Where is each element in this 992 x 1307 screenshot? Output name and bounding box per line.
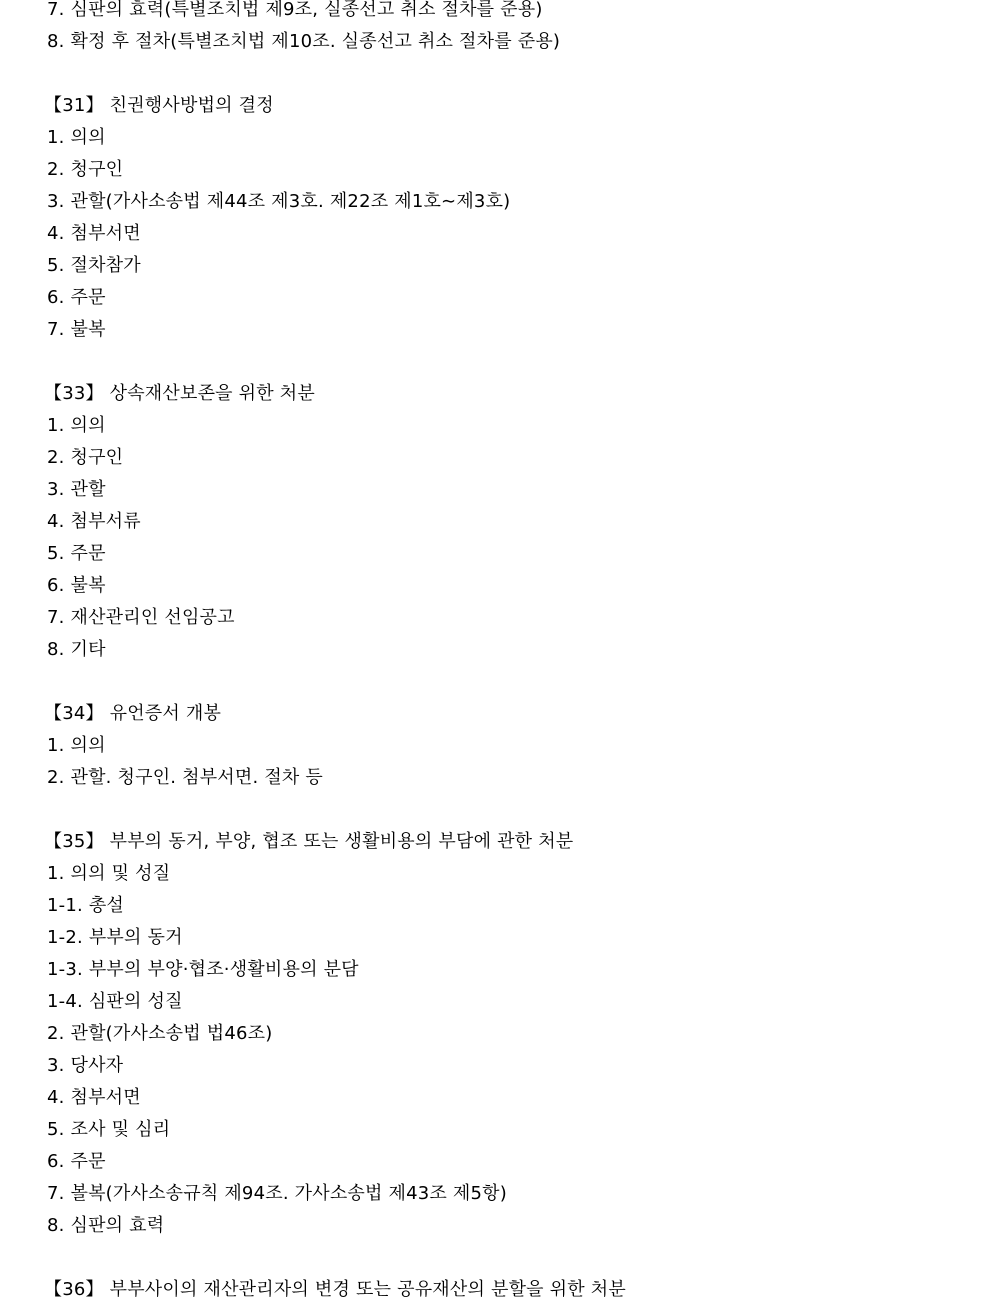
list-item: 4. 첨부서면 bbox=[47, 223, 141, 244]
list-item: 7. 심판의 효력(특별조치법 제9조, 실종선고 취소 절차를 준용) bbox=[47, 0, 543, 20]
list-item: 1. 의의 및 성질 bbox=[47, 863, 171, 884]
list-item: 3. 당사자 bbox=[47, 1055, 124, 1076]
document-body bbox=[44, 0, 992, 1306]
blank-line bbox=[47, 794, 992, 826]
list-item: 6. 주문 bbox=[47, 1151, 106, 1172]
list-item: 3. 관할 bbox=[47, 479, 106, 500]
section-heading: 【35】 부부의 동거, 부양, 협조 또는 생활비용의 부담에 관한 처분 bbox=[44, 831, 574, 852]
list-item: 1. 의의 bbox=[47, 735, 106, 756]
list-item: 1-1. 총설 bbox=[47, 895, 125, 916]
list-item: 1-4. 심판의 성질 bbox=[47, 991, 183, 1012]
list-item: 7. 불복 bbox=[47, 319, 106, 340]
list-item: 6. 주문 bbox=[47, 287, 106, 308]
list-item: 2. 관할(가사소송법 법46조) bbox=[47, 1023, 273, 1044]
list-item: 1-2. 부부의 동거 bbox=[47, 927, 183, 948]
list-item: 2. 청구인 bbox=[47, 447, 124, 468]
list-item: 1. 의의 bbox=[47, 415, 106, 436]
list-item: 4. 첨부서류 bbox=[47, 511, 141, 532]
list-item: 8. 기타 bbox=[47, 639, 106, 660]
list-item: 6. 불복 bbox=[47, 575, 106, 596]
blank-line bbox=[47, 58, 992, 90]
blank-line bbox=[47, 346, 992, 378]
section-heading: 【31】 친권행사방법의 결정 bbox=[44, 95, 274, 116]
list-item: 4. 첨부서면 bbox=[47, 1087, 141, 1108]
list-item: 7. 재산관리인 선임공고 bbox=[47, 607, 235, 628]
list-item: 8. 확정 후 절차(특별조치법 제10조. 실종선고 취소 절차를 준용) bbox=[47, 31, 561, 52]
blank-line bbox=[47, 1242, 992, 1274]
section-heading: 【34】 유언증서 개봉 bbox=[44, 703, 222, 724]
list-item: 2. 청구인 bbox=[47, 159, 124, 180]
list-item: 1-3. 부부의 부양·협조·생활비용의 분담 bbox=[47, 959, 359, 980]
list-item: 7. 볼복(가사소송규칙 제94조. 가사소송법 제43조 제5항) bbox=[47, 1183, 507, 1204]
section-heading: 【36】 부부사이의 재산관리자의 변경 또는 공유재산의 분할을 위한 처분 bbox=[44, 1279, 626, 1300]
list-item: 1. 의의 bbox=[47, 127, 106, 148]
list-item: 5. 절차참가 bbox=[47, 255, 141, 276]
list-item: 3. 관할(가사소송법 제44조 제3호. 제22조 제1호∼제3호) bbox=[47, 191, 511, 212]
list-item: 8. 심판의 효력 bbox=[47, 1215, 165, 1236]
list-item: 5. 조사 및 심리 bbox=[47, 1119, 171, 1140]
blank-line bbox=[47, 666, 992, 698]
list-item: 5. 주문 bbox=[47, 543, 106, 564]
list-item: 2. 관할. 청구인. 첨부서면. 절차 등 bbox=[47, 767, 324, 788]
section-heading: 【33】 상속재산보존을 위한 처분 bbox=[44, 383, 315, 404]
